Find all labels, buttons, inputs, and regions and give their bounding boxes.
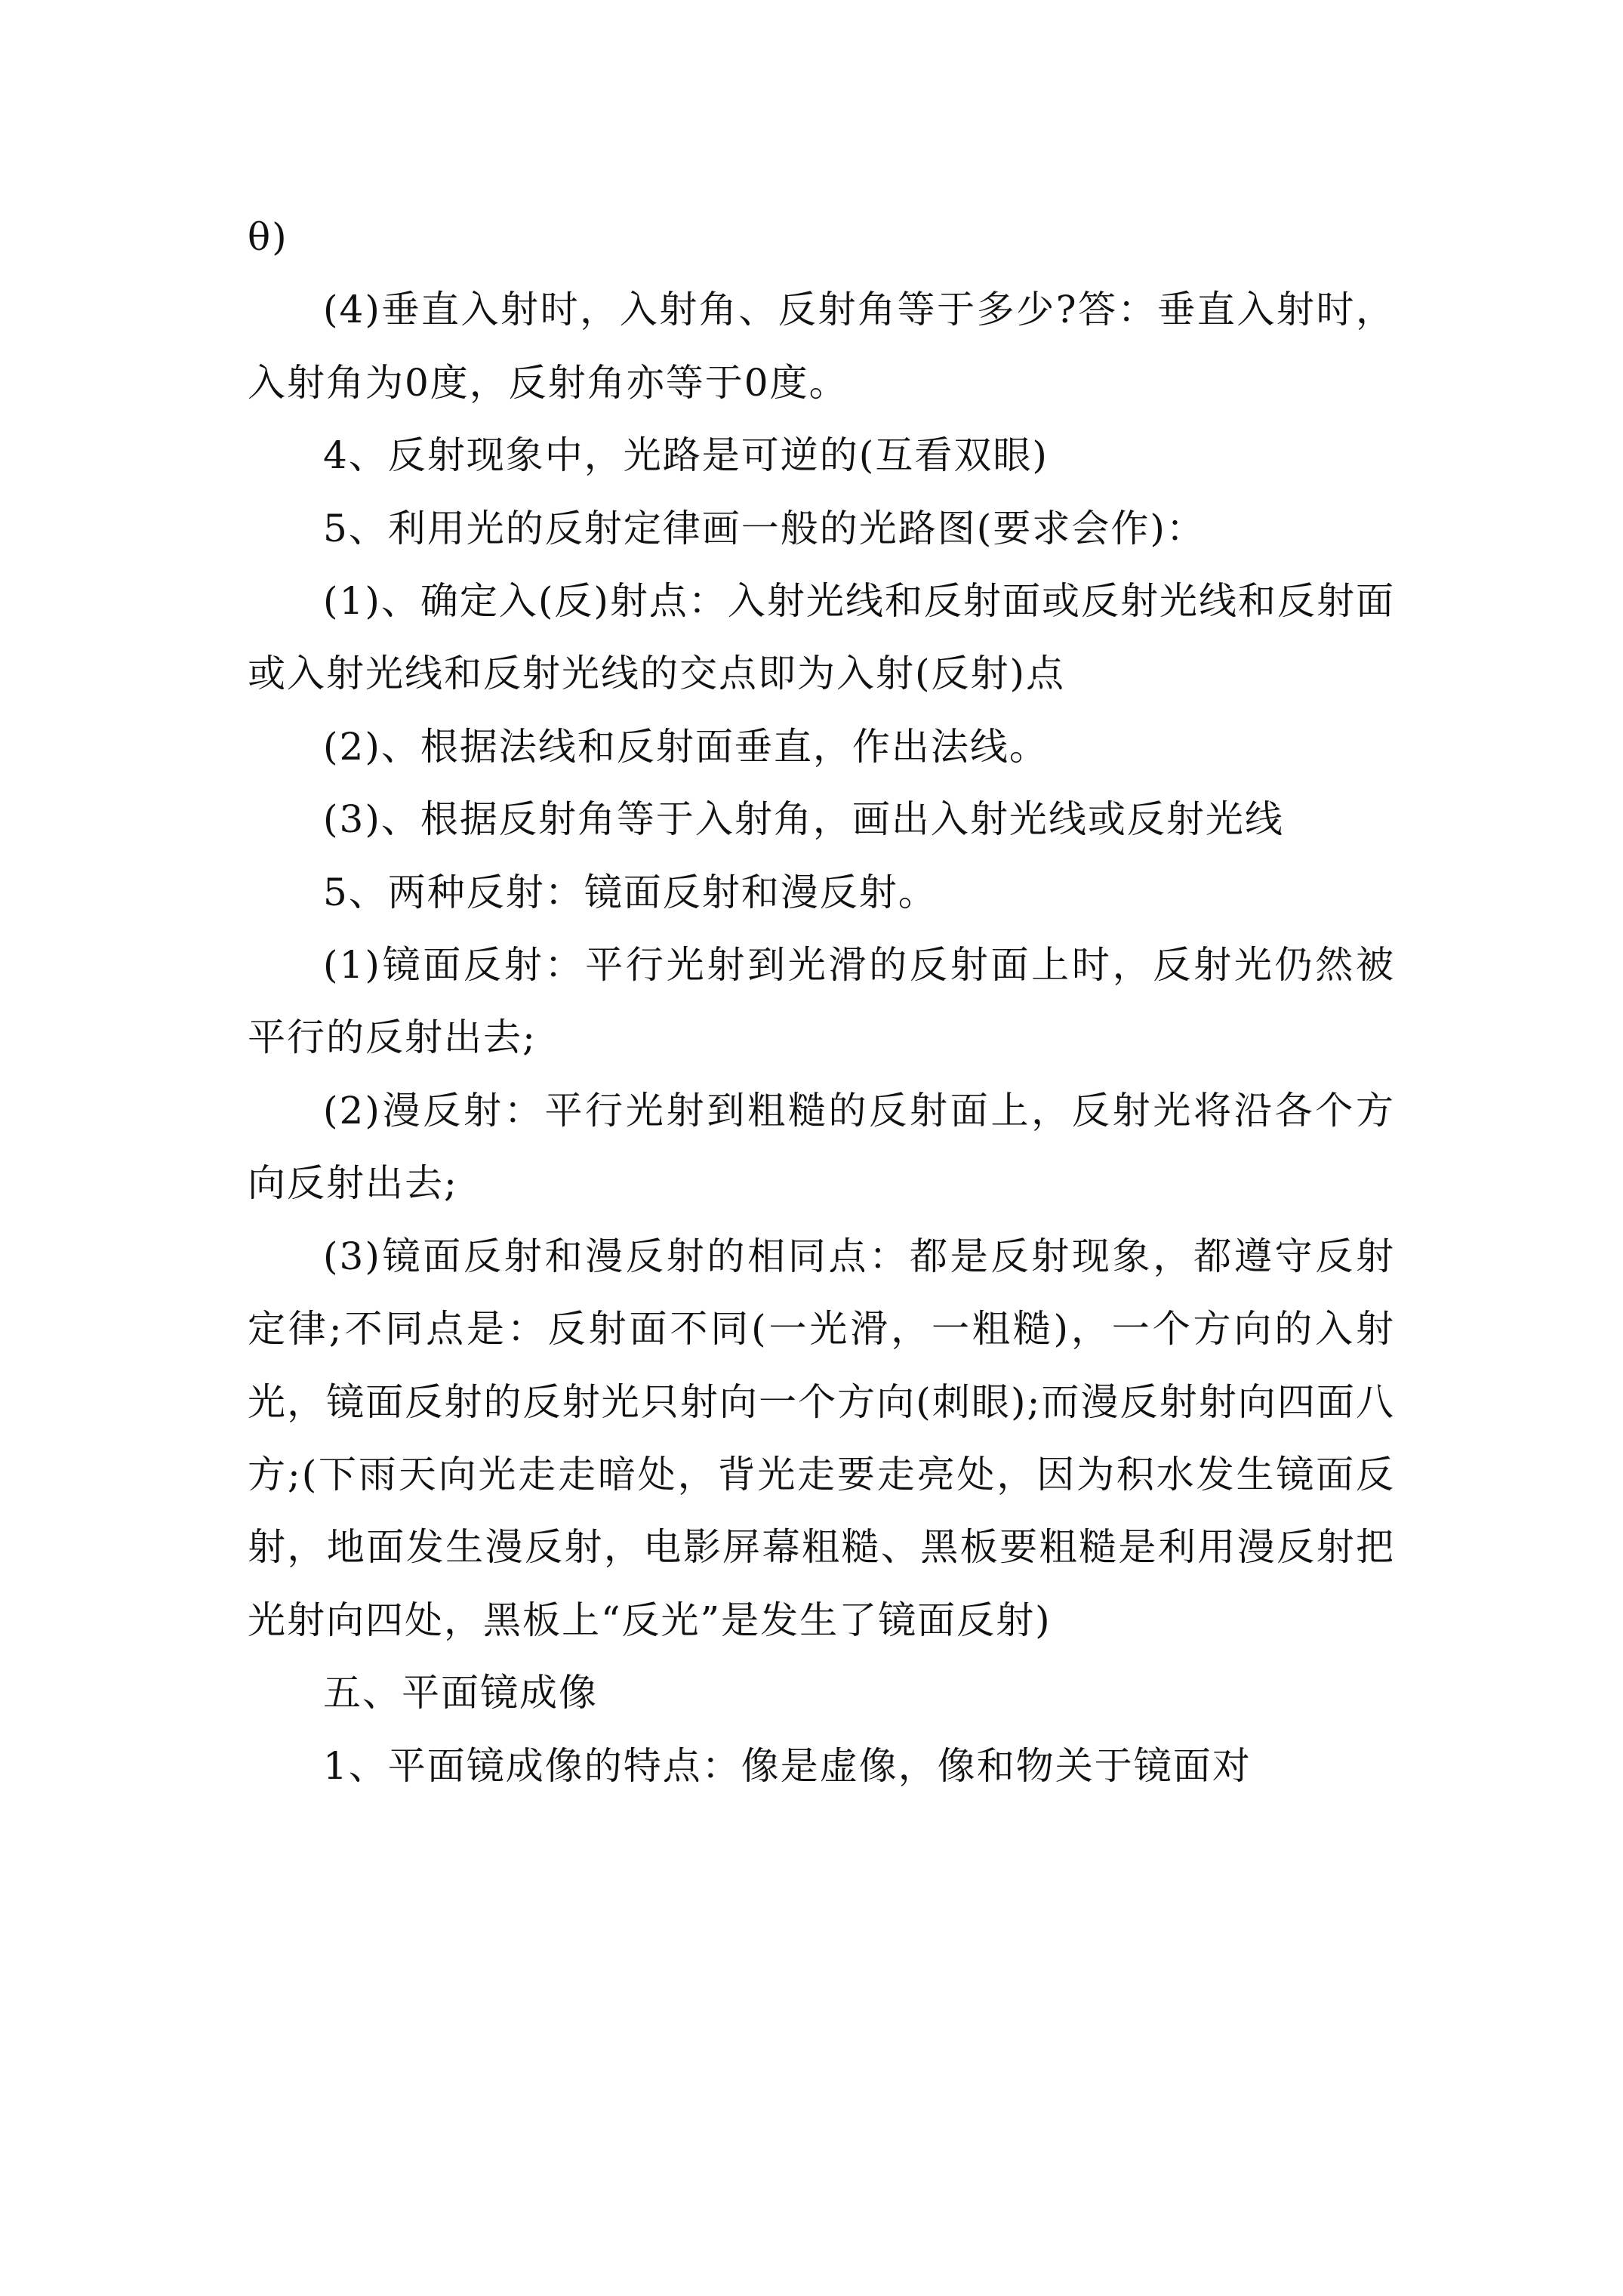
- paragraph-step-3: (3)、根据反射角等于入射角，画出入射光线或反射光线: [323, 797, 1284, 842]
- paragraph-step-2: (2)、根据法线和反射面垂直，作出法线。: [323, 724, 1049, 769]
- section-heading-plane-mirror: 五、平面镜成像: [323, 1671, 598, 1715]
- paragraph-two-reflections: 5、两种反射：镜面反射和漫反射。: [323, 870, 938, 914]
- paragraph-theta-fragment: θ): [248, 215, 288, 259]
- paragraph-ray-diagram-heading: 5、利用光的反射定律画一般的光路图(要求会作)：: [323, 506, 1206, 550]
- paragraph-plane-mirror-features: 1、平面镜成像的特点：像是虚像，像和物关于镜面对: [323, 1743, 1252, 1788]
- document-body: [248, 201, 1395, 1802]
- paragraph-diffuse-reflection: (2)漫反射：平行光射到粗糙的反射面上，反射光将沿各个方向反射出去;: [248, 1088, 1395, 1206]
- paragraph-specular-reflection: (1)镜面反射：平行光射到光滑的反射面上时，反射光仍然被平行的反射出去;: [248, 943, 1395, 1060]
- paragraph-perpendicular-incidence: (4)垂直入射时，入射角、反射角等于多少?答：垂直入射时，入射角为0度，反射角亦等于0度。: [248, 288, 1395, 405]
- paragraph-step-1: (1)、确定入(反)射点：入射光线和反射面或反射光线和反射面或入射光线和反射光线的交点即为入射(反射)点: [248, 579, 1395, 696]
- paragraph-reversible-light-path: 4、反射现象中，光路是可逆的(互看双眼): [323, 433, 1049, 478]
- paragraph-comparison: (3)镜面反射和漫反射的相同点：都是反射现象，都遵守反射定律;不同点是：反射面不同(一光滑，一粗糙)，一个方向的入射光，镜面反射的反射光只射向一个方向(刺眼);而漫反射射向四面八方;(下雨天向光走走暗处，背光走要走亮处，因为积水发生镜面反射，地面发生漫反射，电影屏幕粗糙、黑板要粗糙是利用漫反射把光射向四处，黑板上“反光”是发生了镜面反射): [248, 1234, 1395, 1642]
